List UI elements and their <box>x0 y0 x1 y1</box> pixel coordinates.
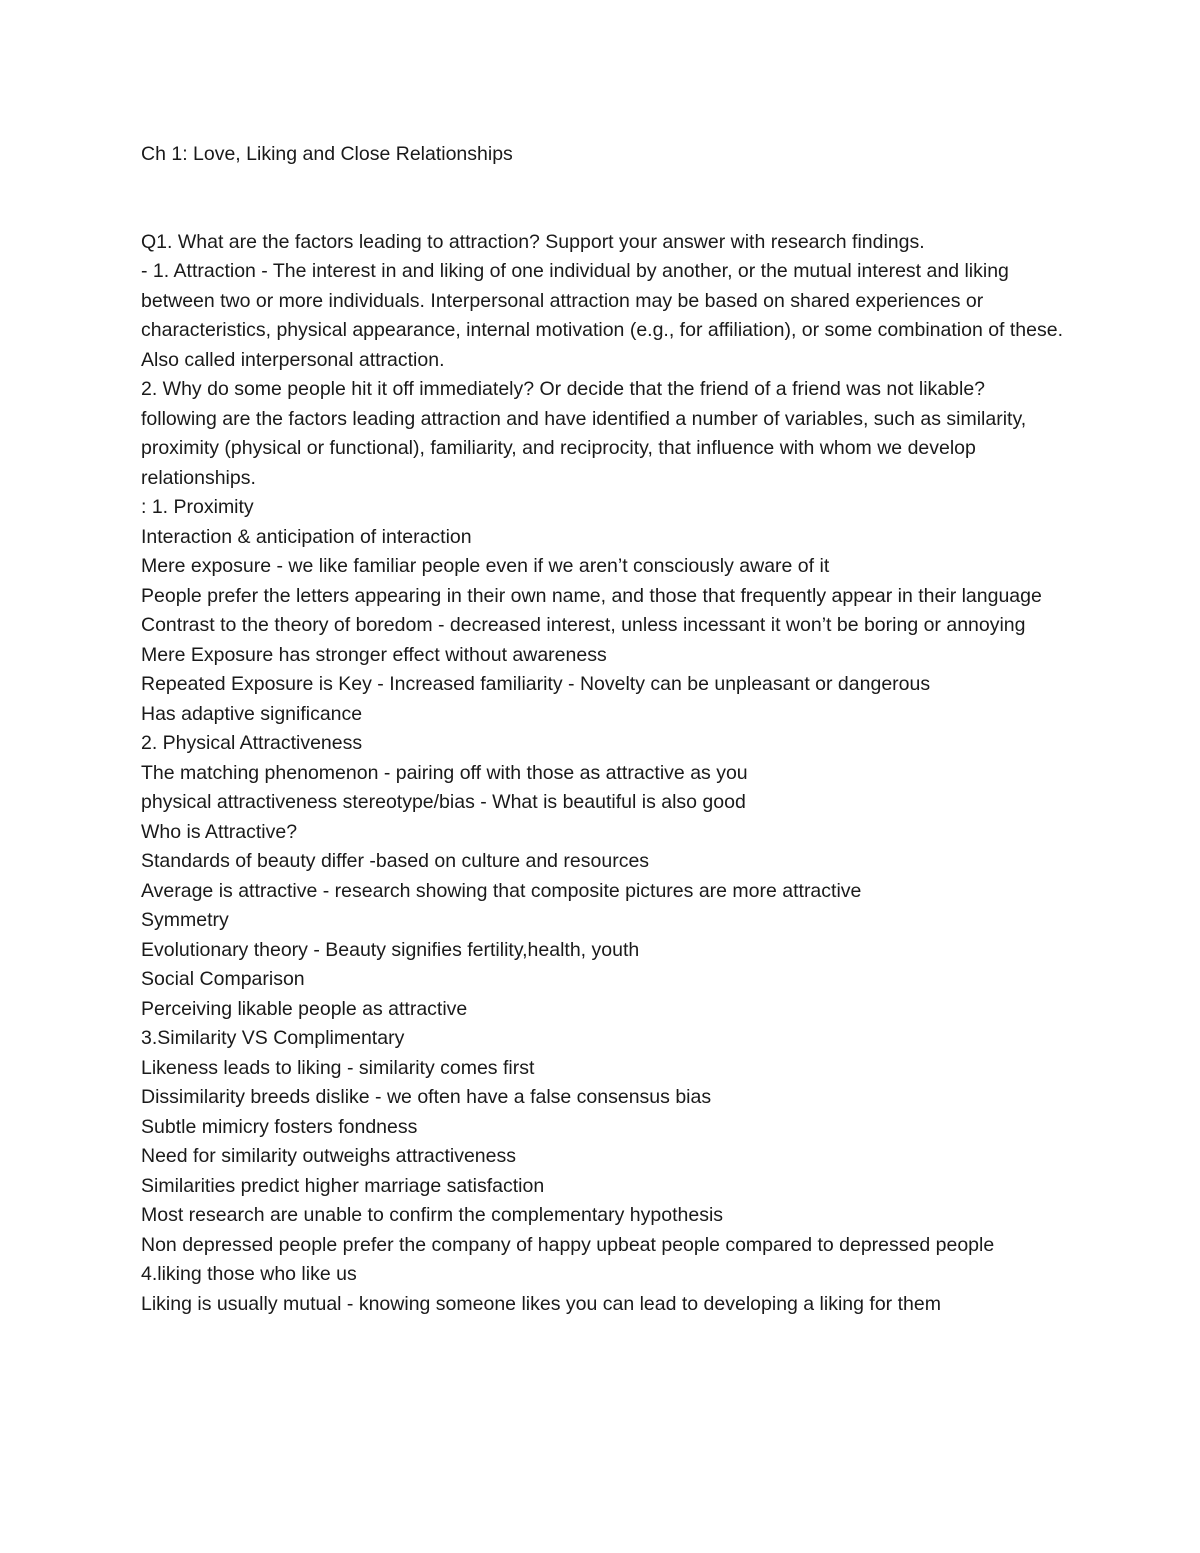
factors-intro: 2. Why do some people hit it off immediately? Or decide that the friend of a friend was not likable? following are the factors leading attraction and have identified a number of variables, such as similarity, proximity (physical or functional), familiarity, and reciprocity, that influence with whom we develop relationships. <box>141 378 1027 489</box>
text-line: Need for similarity outweighs attractiveness <box>141 1145 516 1167</box>
text-line: Average is attractive - research showing that composite pictures are more attractive <box>141 879 862 902</box>
text-line: Similarities predict higher marriage satisfaction <box>141 1174 545 1197</box>
section-proximity: : 1. Proximity <box>141 496 254 518</box>
text-line: Evolutionary theory - Beauty signifies fertility,health, youth <box>141 938 640 961</box>
question-heading: Q1. What are the factors leading to attraction? Support your answer with research findings. <box>141 230 925 253</box>
text-line: Dissimilarity breeds dislike - we often have a false consensus bias <box>141 1086 712 1108</box>
text-line: Mere exposure - we like familiar people even if we aren’t consciously aware of it <box>141 555 830 577</box>
text-line: Symmetry <box>141 909 229 931</box>
document-page <box>141 140 1066 1319</box>
text-line: Likeness leads to liking - similarity comes first <box>141 1056 535 1079</box>
text-line: Non depressed people prefer the company of happy upbeat people compared to depressed people <box>141 1233 995 1256</box>
text-line: Social Comparison <box>141 968 305 990</box>
text-line: Contrast to the theory of boredom - decreased interest, unless incessant it won’t be boring or annoying <box>141 614 1026 636</box>
text-line: Has adaptive significance <box>141 702 363 725</box>
text-line: Interaction & anticipation of interaction <box>141 525 472 548</box>
text-line: People prefer the letters appearing in their own name, and those that frequently appear in their language <box>141 584 1042 607</box>
text-line: Who is Attractive? <box>141 820 298 843</box>
attraction-definition: - 1. Attraction - The interest in and liking of one individual by another, or the mutual interest and liking between two or more individuals. Interpersonal attraction may be based on shared experiences or characteristics, physical appearance, internal motivation (e.g., for affiliation), or some combination of these. Also called interpersonal attraction. <box>141 260 1064 371</box>
text-line: Most research are unable to confirm the complementary hypothesis <box>141 1204 724 1226</box>
text-line: Mere Exposure has stronger effect without awareness <box>141 643 607 666</box>
section-physical-attractiveness: 2. Physical Attractiveness <box>141 732 363 754</box>
document-title: Ch 1: Love, Liking and Close Relationships <box>141 143 513 165</box>
text-line: Liking is usually mutual - knowing someone likes you can lead to developing a liking for them <box>141 1292 941 1315</box>
text-line: Repeated Exposure is Key - Increased familiarity - Novelty can be unpleasant or dangerous <box>141 673 931 695</box>
text-line: Standards of beauty differ -based on culture and resources <box>141 850 650 872</box>
text-line: Subtle mimicry fosters fondness <box>141 1115 418 1138</box>
section-similarity: 3.Similarity VS Complimentary <box>141 1027 405 1049</box>
section-reciprocity: 4.liking those who like us <box>141 1263 357 1285</box>
text-line: The matching phenomenon - pairing off with those as attractive as you <box>141 761 748 784</box>
text-line: physical attractiveness stereotype/bias - What is beautiful is also good <box>141 791 746 813</box>
title-spacer <box>141 170 1066 228</box>
text-line: Perceiving likable people as attractive <box>141 997 468 1020</box>
